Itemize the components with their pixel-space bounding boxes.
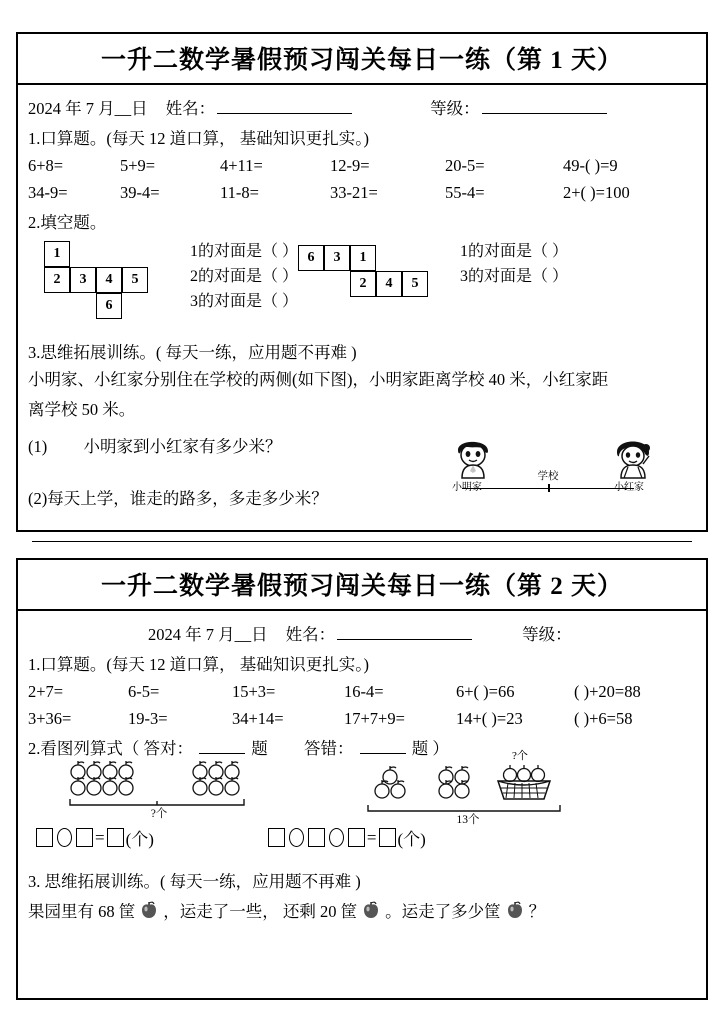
operator-circle[interactable] — [57, 828, 72, 847]
net-cell: 2 — [44, 267, 70, 293]
meta-row-day-1 — [28, 95, 696, 119]
wrong-count-blank[interactable] — [360, 740, 406, 754]
section-3-heading-day-1: 3.思维拓展训练。( 每天一练，应用题不再难 ) — [28, 343, 357, 362]
apple-icon — [363, 901, 379, 919]
question-number: (1) — [28, 437, 48, 456]
final-problem-part-d: ？ — [528, 902, 546, 921]
calc-row-2-day-2 — [28, 709, 696, 729]
calc-item: 2+7= — [28, 682, 64, 701]
final-word-problem — [28, 898, 696, 922]
calc-item: 16-4= — [344, 682, 384, 701]
cube-question: 3的对面是（ ） — [460, 268, 569, 285]
left-house-label: 小明家 — [452, 482, 482, 493]
section-2-heading-part-d: 题 ） — [411, 739, 449, 758]
equals-sign: = — [95, 827, 105, 847]
calc-item: ( )+20=88 — [574, 682, 641, 701]
net-cell: 5 — [402, 271, 428, 297]
apple-diagram-right — [364, 750, 624, 826]
answer-box[interactable] — [268, 828, 285, 847]
cube-question: 1的对面是（ ） — [190, 243, 299, 260]
name-blank-day-1[interactable] — [217, 100, 352, 114]
page-title-day-2: 一升二数学暑假预习闯关每日一练（第 2 天） — [100, 573, 623, 600]
answer-box[interactable] — [348, 828, 365, 847]
answer-box[interactable] — [379, 828, 396, 847]
answer-box[interactable] — [36, 828, 53, 847]
name-label-day-2: 姓名： — [285, 625, 336, 644]
grade-label-day-2: 等级： — [522, 625, 572, 644]
section-3-heading-day-2: 3. 思维拓展训练。( 每天一练，应用题不再难 ) — [28, 872, 361, 891]
equation-rows — [28, 823, 696, 850]
name-label-day-1: 姓名： — [165, 99, 216, 118]
calc-item: 39-4= — [120, 183, 160, 202]
net-cell: 1 — [350, 245, 376, 271]
calc-item: 2+( )=100 — [563, 183, 630, 202]
net-cell: 5 — [122, 267, 148, 293]
title-bar-day-1 — [18, 34, 706, 85]
calc-row-1-day-2 — [28, 682, 696, 702]
school-label: 学校 — [537, 471, 559, 482]
calc-item: 11-8= — [220, 183, 259, 202]
calc-item: 15+3= — [232, 682, 276, 701]
calc-item: 20-5= — [445, 156, 485, 175]
unit-label: (个) — [125, 830, 154, 849]
net-cell: 3 — [70, 267, 96, 293]
picture-equation-diagrams — [28, 750, 696, 826]
net-cell: 3 — [324, 245, 350, 271]
answer-box[interactable] — [308, 828, 325, 847]
school-distance-diagram — [398, 432, 698, 502]
section-2-heading-day-1: 2.填空题。 — [28, 213, 107, 232]
apple-diagram-left — [68, 761, 348, 823]
equation-left — [34, 825, 154, 850]
final-problem-part-c: 。运走了多少筐 — [385, 902, 501, 921]
cube-net-right — [298, 245, 438, 303]
cube-question: 3的对面是（ ） — [190, 293, 299, 310]
word-problem-line-2: 离学校 50 米。 — [28, 400, 136, 419]
calc-item: 6-5= — [128, 682, 160, 701]
equation-right — [266, 825, 426, 850]
calc-item: 33-21= — [330, 183, 378, 202]
boy-figure-icon — [450, 434, 496, 480]
right-house-label: 小红家 — [614, 482, 644, 493]
apple-icon — [141, 901, 157, 919]
calc-item: 17+7+9= — [344, 709, 405, 728]
apple-icon — [507, 901, 523, 919]
apple-brace-label-left: ?个 — [150, 808, 168, 820]
apple-group-left-svg — [68, 761, 348, 823]
calc-item: 55-4= — [445, 183, 485, 202]
calc-row-1-day-1 — [28, 156, 696, 176]
calc-item: 49-( )=9 — [563, 156, 618, 175]
question-text: 小明家到小红家有多少米？ — [83, 437, 282, 456]
net-cell: 6 — [298, 245, 324, 271]
cube-question: 2的对面是（ ） — [190, 268, 299, 285]
final-problem-part-a: 果园里有 68 筐 — [28, 902, 136, 921]
operator-circle[interactable] — [289, 828, 304, 847]
name-blank-day-2[interactable] — [337, 626, 472, 640]
title-bar-day-2 — [18, 560, 706, 611]
date-text-day-1: 2024 年 7 月__日 — [28, 99, 148, 118]
meta-row-day-2 — [28, 621, 696, 645]
operator-circle[interactable] — [329, 828, 344, 847]
calc-item: ( )+6=58 — [574, 709, 633, 728]
calc-item: 6+8= — [28, 156, 64, 175]
basket-unknown-label: ?个 — [512, 750, 528, 762]
final-problem-part-b: ，运走了一些， 还剩 20 筐 — [163, 902, 358, 921]
answer-box[interactable] — [76, 828, 93, 847]
cube-questions-right — [460, 239, 568, 289]
net-cell: 4 — [376, 271, 402, 297]
worksheet-day-2 — [16, 558, 708, 1000]
word-problem-line-1: 小明家、小红家分别住在学校的两侧(如下图)，小明家距离学校 40 米，小红家距 — [28, 370, 609, 389]
correct-count-blank[interactable] — [199, 740, 245, 754]
girl-figure-icon — [610, 434, 656, 480]
net-cell: 1 — [44, 241, 70, 267]
section-2-heading-day-2 — [28, 735, 696, 759]
section-2-heading-part-c: 答错： — [304, 739, 354, 758]
calc-item: 34+14= — [232, 709, 284, 728]
word-problem-question-2: (2)每天上学，谁走的路多，多走多少米？ — [28, 489, 328, 508]
sheet-divider — [32, 541, 692, 542]
section-2-heading-part-b: 题 — [251, 739, 268, 758]
cube-net-left — [44, 241, 166, 325]
calc-item: 19-3= — [128, 709, 168, 728]
calc-item: 6+( )=66 — [456, 682, 515, 701]
school-tick-mark — [548, 484, 550, 492]
cube-question: 1的对面是（ ） — [460, 243, 569, 260]
worksheet-day-1 — [16, 32, 708, 532]
calc-item: 4+11= — [220, 156, 263, 175]
net-cell: 2 — [350, 271, 376, 297]
calc-item: 14+( )=23 — [456, 709, 523, 728]
section-2-heading-part-a: 2.看图列算式（ 答对： — [28, 739, 193, 758]
net-cell: 6 — [96, 293, 122, 319]
section-1-heading-day-1: 1.口算题。(每天 12 道口算， 基础知识更扎实。) — [28, 129, 369, 148]
calc-row-2-day-1 — [28, 183, 696, 203]
calc-item: 34-9= — [28, 183, 68, 202]
answer-box[interactable] — [107, 828, 124, 847]
worksheet-body-day-2 — [18, 611, 706, 922]
calc-item: 3+36= — [28, 709, 72, 728]
apple-group-right-svg — [364, 761, 624, 823]
cube-questions-left — [190, 239, 298, 314]
equals-sign: = — [366, 827, 377, 847]
grade-label-day-1: 等级： — [430, 99, 480, 118]
grade-blank-day-1[interactable] — [482, 100, 607, 114]
unit-label: (个) — [397, 830, 426, 849]
calc-item: 12-9= — [330, 156, 370, 175]
apple-brace-label-right: 13个 — [456, 814, 480, 826]
date-text-day-2: 2024 年 7 月__日 — [148, 625, 268, 644]
section-1-heading-day-2: 1.口算题。(每天 12 道口算， 基础知识更扎实。) — [28, 655, 369, 674]
page-title-day-1: 一升二数学暑假预习闯关每日一练（第 1 天） — [100, 47, 623, 74]
net-cell: 4 — [96, 267, 122, 293]
calc-item: 5+9= — [120, 156, 156, 175]
cube-net-area — [28, 239, 696, 325]
